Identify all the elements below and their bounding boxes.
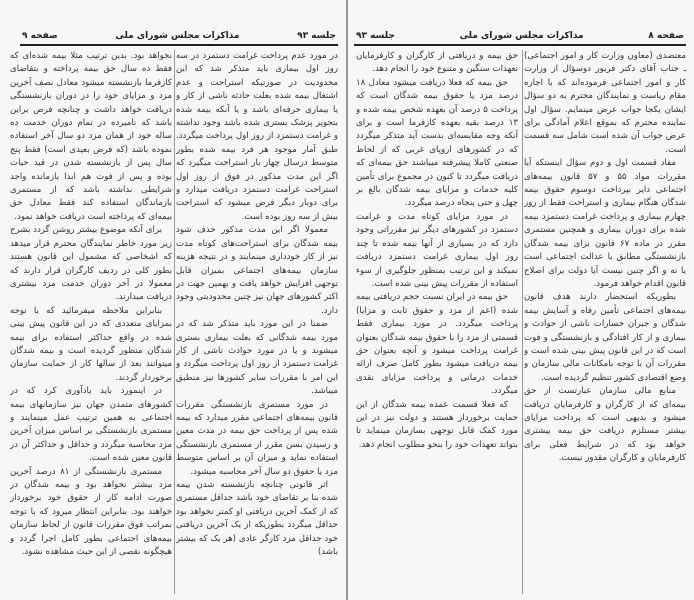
header-rule	[354, 44, 686, 46]
paragraph: معتضدی (معاون وزارت کار و امور اجتماعی) ـ جناب آقای دکتر فریور دوسؤال از وزارت کار و امور اجتماعی فرموده‌اند که با اجازه مقام ریاست و نمایندگان محترم به دو سؤال ایشان یکجا جواب عرض مینمایم. سؤال اول نماینده محترم که بموقع اعلام آمادگی برای عرض جواب آن شده است شامل سه قسمت است.	[524, 51, 686, 155]
right-page	[348, 0, 694, 600]
paragraph: در مورد مستمری بازنشستگی مقررات قانون بیمه‌های اجتماعی مقرر میدارد که بیمه شده پس از پرداخت حق بیمه در مدت معین و رسیدن بسن مقرر از مستمری بازنشستگی استفاده نماید و میزان آن بر اساس متوسط مزد یا حقوق دو سال آخر محاسبه میشود.	[176, 399, 338, 477]
text-column-left	[356, 50, 518, 594]
paragraph: منابع مالی سازمان عبارتست از حق بیمه‌ای که از کارگران و کارفرمایان دریافت میشود و بدیهی است که پرداخت مزایای بیشتر مستلزم دریافت حق بیمه بیشتری خواهد بود که در شرایط فعلی برای کارفرمایان و کارگران مقدور نیست.	[524, 386, 686, 464]
paragraph: نخواهد بود. بدین ترتیب مثلا بیمه شده‌ای که فقط ده سال حق بیمه پرداخته و بتقاضای کارفرما بازنشسته میشود معادل نصف آخرین مزد و مزایای خود را در دوران بازنشستگی دریافت خواهد داشت و چنانچه فرض براین باشد که نامبرده در تمام دوران خدمت ده ساله خود از همان مزد دو سال آخر استفاده نموده باشد (که فرض بعیدی است) فقط پنج سال پس از بازنشسته شدن در قید حیات بوده و پس از فوت هم ابدا بازمانده واجد شرایطی نداشته باشد که از مستمری بازماندگان استفاده کند فقط معادل حق بیمه‌ای که پرداخته است دریافت خواهد نمود.	[10, 51, 172, 222]
page-header	[356, 29, 684, 43]
paragraph: در مورد عدم پرداخت غرامت دستمزد در سه روز اول بیماری باید متذکر شد که این محدودیت در صورتیکه استراحت و عدم اشتغال بیمه شده بعلت حادثه ناشی از کار و یا بیماری حرفه‌ای باشد و یا آنکه بیمه شده بتجویز پزشک بستری شده باشد وجود نداشته و غرامت دستمزد از روز اول پرداخت میگردد. طبق آمار موجود هر فرد بیمه شده بطور متوسط درسال چهار بار استراحت میگیرد که اگر این مدت مذکور در فوق از روز اول استراحت غرامت دستمزد دریافت میدارد و برای دوبار دیگر فرض میشود که استراحت بیش از سه روز بوده است.	[176, 51, 338, 222]
column-divider	[522, 50, 523, 594]
paragraph: که فعلا قسمت عمده بیمه شدگان از این حمایت برخوردار هستند و دولت نیز در این مورد کمک قابل توجهی بسازمان مینماید تا بتواند تعهدات خود را بنحو مطلوب انجام دهد.	[356, 399, 518, 450]
paragraph: بطوریکه استحضار دارند هدف قانون بیمه‌های اجتماعی تأمین رفاه و آسایش بیمه شدگان و جبران خسارات ناشی از حوادث و بیماری و از کار افتادگی و بازنشستگی و فوت است که در این قانون پیش بینی شده است و مقررات آن با توجه بامکانات مالی سازمان و وضع اقتصادی کشور تنظیم گردیده است.	[524, 292, 686, 383]
paragraph: حق بیمه در ایران نسبت حجم دریافتی بیمه شده (اعم از مزد و حقوق ثابت و مزایا) پرداخت میگردد. در مورد بیماری فقط قسمتی از مزد را با حقوق بیمه شدگان بعنوان غرامت پرداخت میشود و آنچه بعنوان حق بیمه دریافت میشود بطور کامل صرف ارائه خدمات درمانی و پرداخت مزایای نقدی میگردد.	[356, 292, 518, 397]
text-column-left	[10, 50, 172, 594]
text-column-right	[176, 50, 338, 594]
paragraph: مستمری بازنشستگی از ۸۱ درصد آخرین مزد بیشتر نخواهد بود و بیمه شدگان در صورت ادامه کار از حقوق خود برخوردار خواهند بود. بنابراین انتظار میرود که با توجه بمراتب فوق مقررات قانون از لحاظ سازمان بیمه‌های اجتماعی بطور کامل اجرا گردد و هیچگونه نقصی از این حیث مشاهده نشود.	[10, 466, 172, 558]
paragraph: برای آنکه موضوع بیشتر روشن گردد بشرح زیر مورد خاطر نمایندگان محترم قرار میدهد که اشخاصی که مشمول این قانون هستند بطور کلی در ردیف کارگران قرار دارند که معمولا در آخر دوران خدمت مزد بیشتری دریافت میدارند.	[10, 225, 172, 303]
paragraph: اثر قانونی چنانچه بازنشسته شدن بیمه شده بنا بر تقاضای خود باشد حداقل مستمری که از کمک آخرین دریافتی او کمتر نخواهد بود حداقل میگردد بطوریکه از یک آخرین دریافتی خود حداقل مزد کارگر عادی (هر یک که بیشتر باشد)	[176, 480, 338, 558]
paragraph: حق بیمه و دریافتی از کارگران و کارفرمایان تعهدات سنگین و متنوع خود را انجام دهد.	[356, 51, 518, 75]
paragraph: معمولا اگر این مدت مذکور حذف شود بیمه شدگان برای استراحت‌های کوتاه مدت نیز از کار خودداری مینمایند و در نتیجه هزینه سازمان بیمه‌های اجتماعی بمیزان قابل توجهی افزایش خواهد یافت و بهمین جهت در اکثر کشورهای جهان نیز چنین محدودیتی وجود دارد.	[176, 225, 338, 316]
page-number: صفحه ۹	[22, 31, 58, 41]
session-number: جلسه ۹۳	[356, 31, 395, 41]
column-divider	[174, 50, 175, 594]
page-title: مذاکرات مجلس شورای ملی	[115, 31, 240, 41]
session-number: جلسه ۹۳	[297, 31, 336, 41]
paragraph: مفاد قسمت اول و دوم سؤال اینستکه آیا مقررات مواد ۵۵ و ۵۷ قانون بیمه‌های اجتماعی دایر بپرداخت دوسوم حقوق بیمه شدگان هنگام بیماری و استراحت فقط از روز چهارم بیماری و پرداخت غرامت دستمزد بیمه شده برای دوران بیماری و همچنین مستمری مقرر در ماده ۶۷ قانون برای بیمه شدگان بازنشستگی مطابق با عدالت اجتماعی است یا نه و اگر چنین نیست آیا دولت برای اصلاح قانون اقدام خواهد فرمود.	[524, 158, 686, 289]
header-rule	[20, 44, 338, 46]
page-header	[22, 29, 336, 43]
paragraph: ضمنا در این مورد باید متذکر شد که در مورد بیمه شدگانی که بعلت بیماری بستری میشوند و یا در مورد حوادث ناشی از کار غرامت دستمزد از روز اول پرداخت میگردد و این امر با مقررات سایر کشورها نیز منطبق میباشد.	[176, 319, 338, 397]
paragraph: حق بیمه که فعلا دریافت میشود معادل ۱۸ درصد مزد یا حقوق بیمه شدگان است که پرداخت ۵ درصد آن بعهده شخص بیمه شده و ۱۳ درصد بقیه بعهده کارفرما است و برای آنکه وجه مقایسه‌ای بدست آید متذکر میگردد که در کشورهای اروپای غربی که از لحاظ صنعتی کاملا پیشرفته میباشند حق بیمه‌ای که دریافت میگردد تا کنون در مجموع برای تأمین کلیه خدمات و مزایای بیمه شدگان بالغ بر چهل و حتی پنجاه درصد میگردد.	[356, 77, 518, 209]
paragraph: در مورد مزایای کوتاه مدت و غرامت دستمزد در کشورهای دیگر نیز مقرراتی وجود دارد که در بسیاری از آنها بیمه شده تا چند روز اول بیماری غرامت دستمزد دریافت نمیکند و این ترتیب بمنظور جلوگیری از سوء استفاده از مقررات پیش بینی شده است.	[356, 211, 518, 289]
paragraph: بنابراین ملاحظه میفرمائید که با توجه بمزایای متعددی که در این قانون پیش بینی شده در واقع حداکثر استفاده برای بیمه شدگان منظور گردیده است و بیمه شدگان میتوانند بعد از سالها کار از حمایت سازمان برخوردار گردند.	[10, 305, 172, 383]
page-title: مذاکرات مجلس شورای ملی	[459, 31, 584, 41]
paragraph: در اینمورد باید یادآوری کرد که در کشورهای متمدن جهان نیز سازمانهای بیمه اجتماعی به همین ترتیب عمل مینمایند و مستمری بازنشستگی بر اساس میزان آخرین مزد محاسبه میگردد و حداقل و حداکثر آن در قانون معین شده است.	[10, 386, 172, 464]
text-column-right	[524, 50, 686, 594]
left-page	[0, 0, 346, 600]
page-number: صفحه ۸	[648, 31, 684, 41]
